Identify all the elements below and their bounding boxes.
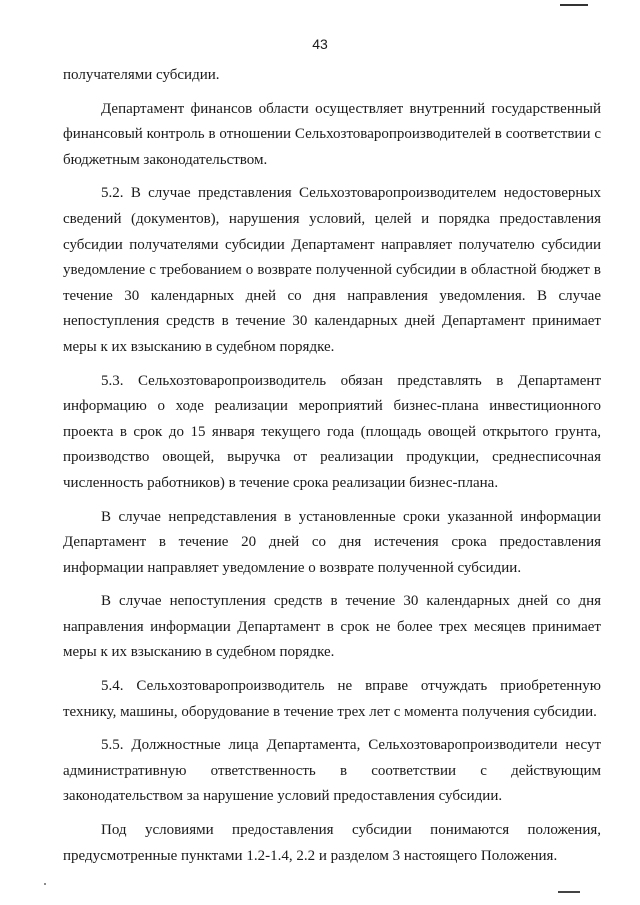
paragraph-5-4: 5.4. Сельхозтоваропроизводитель не вправе отчуждать приобретенную технику, машины, оборудование в течение трех лет с момента получения субсидии.: [63, 678, 601, 720]
paragraph-conditions: Под условиями предоставления субсидии понимаются положения, предусмотренные пунктами 1.2-1.4, 2.2 и разделом 3 настоящего Положения.: [63, 822, 601, 864]
scan-mark-top: [560, 0, 588, 6]
scan-mark-bottom: [558, 891, 580, 897]
paragraph-5-5: 5.5. Должностные лица Департамента, Сельхозтоваропроизводители несут административную ответственность в соответствии с действующим законодательством за нарушение условий предоставления субсидии.: [63, 737, 601, 805]
page-number: 43: [312, 36, 328, 52]
scan-speck: [44, 883, 46, 885]
document-body: [63, 63, 601, 869]
paragraph-financial-control: Департамент финансов области осуществляет внутренний государственный финансовый контроль в отношении Сельхозтоваропроизводителей в соответствии с бюджетным законодательством.: [63, 100, 601, 168]
paragraph-5-3: 5.3. Сельхозтоваропроизводитель обязан представлять в Департамент информацию о ходе реализации мероприятий бизнес-плана инвестиционного проекта в срок до 15 января текущего года (площадь овощей открытого грунта, производство овощей, выручка от реализации продукции, среднесписочная численность работников) в течение срока реализации бизнес-плана.: [63, 372, 601, 491]
paragraph-5-2: 5.2. В случае представления Сельхозтоваропроизводителем недостоверных сведений (документов), нарушения условий, целей и порядка предоставления субсидии получателями субсидии Департамент направляет получателю субсидии уведомление с требованием о возврате полученной субсидии в областной бюджет в течение 30 календарных дней со дня направления уведомления. В случае непоступления средств в течение 30 календарных дней Департамент принимает меры к их взысканию в судебном порядке.: [63, 185, 601, 355]
paragraph-continuation: получателями субсидии.: [63, 67, 220, 83]
paragraph-non-receipt: В случае непоступления средств в течение 30 календарных дней со дня направления информации Департамент в срок не более трех месяцев принимает меры к их взысканию в судебном порядке.: [63, 593, 601, 661]
paragraph-non-submission: В случае непредставления в установленные сроки указанной информации Департамент в течение 20 дней со дня истечения срока предоставления информации направляет уведомление о возврате полученной субсидии.: [63, 508, 601, 576]
